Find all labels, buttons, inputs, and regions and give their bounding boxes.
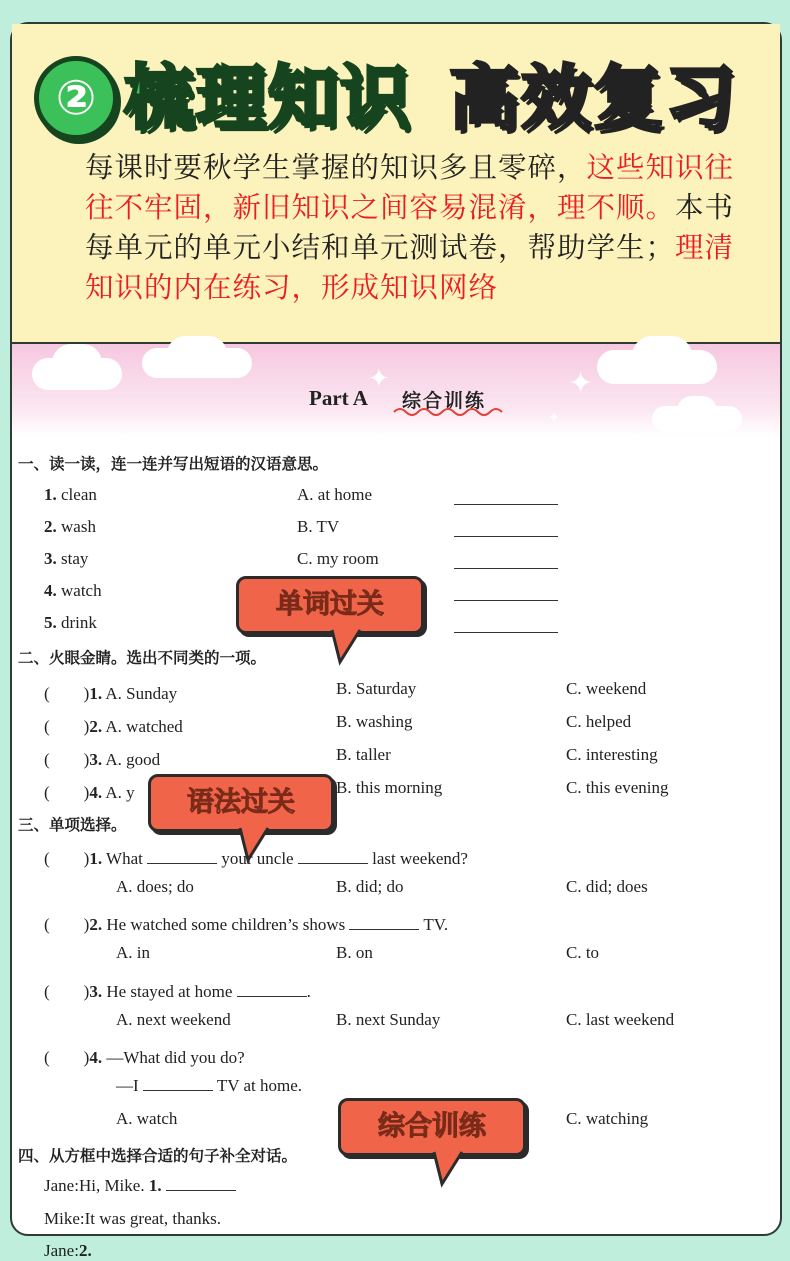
- fill-blank[interactable]: [166, 1176, 236, 1191]
- answer-line[interactable]: [454, 568, 558, 569]
- feature-header: [34, 50, 764, 146]
- option-c: C. this evening: [566, 778, 669, 797]
- grammar-bubble: 语法过关: [148, 774, 334, 832]
- right-item: A. at home: [297, 485, 373, 504]
- question-line: ( )4. —What did you do?: [44, 1048, 245, 1067]
- answer-bracket[interactable]: ( )3. A. good: [44, 750, 161, 769]
- wavy-underline: [392, 406, 512, 418]
- answer-bracket[interactable]: ( )4. A. y: [44, 783, 135, 802]
- answer-bracket[interactable]: ( ): [44, 1048, 90, 1067]
- option-c: C. interesting: [566, 745, 658, 764]
- option-c: C. to: [566, 943, 600, 962]
- option-a: A. watch: [116, 1109, 178, 1128]
- sparkle-icon: ✦: [548, 410, 560, 426]
- left-item: 3. stay: [44, 549, 89, 568]
- option-c: C. helped: [566, 712, 632, 731]
- question-line: ( )3. He stayed at home .: [44, 982, 311, 1001]
- question-line: —I TV at home.: [116, 1076, 303, 1095]
- cloud-icon: [677, 396, 717, 426]
- section-heading: 三、单项选择。: [18, 816, 127, 834]
- option-b: B. washing: [336, 712, 413, 731]
- part-title: 综合训练: [402, 390, 487, 412]
- option-a: A. next weekend: [116, 1010, 231, 1029]
- option-b: B. Saturday: [336, 679, 417, 698]
- bubble-tail: [330, 628, 370, 668]
- left-item: 2. wash: [44, 517, 96, 536]
- dialogue-line: Jane:2.: [44, 1241, 92, 1260]
- answer-bracket[interactable]: ( )1. A. Sunday: [44, 684, 178, 703]
- option-c: C. watching: [566, 1109, 649, 1128]
- option-c: C. last weekend: [566, 1010, 675, 1029]
- part-label: Part A: [309, 386, 368, 410]
- option-b: B. this morning: [336, 778, 443, 797]
- training-bubble: 综合训练: [338, 1098, 526, 1156]
- fill-blank[interactable]: [298, 849, 368, 864]
- cloud-icon: [632, 336, 692, 376]
- section-heading: 二、火眼金睛。选出不同类的一项。: [18, 649, 267, 667]
- left-item: 5. drink: [44, 613, 97, 632]
- intro-paragraph: [85, 148, 755, 308]
- intro-text-red-2: 理清知识的内在练习，形成知识网络: [85, 231, 735, 304]
- fill-blank[interactable]: [237, 982, 307, 997]
- question-line: ( )2. He watched some children’s shows TV.: [44, 915, 449, 934]
- feature-panel: [12, 24, 780, 344]
- words-bubble: 单词过关: [236, 576, 424, 634]
- answer-bracket[interactable]: ( ): [44, 982, 90, 1001]
- bubble-tail: [432, 1150, 472, 1190]
- fill-blank[interactable]: [147, 849, 217, 864]
- answer-line[interactable]: [454, 600, 558, 601]
- section-heading: 一、读一读，连一连并写出短语的汉语意思。: [18, 455, 329, 473]
- section-heading: 四、从方框中选择合适的句子补全对话。: [18, 1147, 298, 1165]
- intro-text-red-1: 这些知识往往不牢固，新旧知识之间容易混淆，理不顺。: [85, 151, 735, 224]
- dialogue-line: Mike:It was great, thanks.: [44, 1209, 222, 1228]
- answer-line[interactable]: [454, 504, 558, 505]
- fill-blank[interactable]: [143, 1076, 213, 1091]
- option-b: B. did; do: [336, 877, 404, 896]
- worksheet: [12, 344, 780, 1260]
- cloud-icon: [52, 344, 102, 382]
- number-badge: ②: [34, 56, 118, 140]
- right-item: C. my room: [297, 549, 379, 568]
- sparkle-icon: ✦: [568, 366, 594, 401]
- feature-title-green: 梳理知识: [124, 57, 412, 139]
- option-b: B. on: [336, 943, 373, 962]
- intro-text-1: 每课时要秋学生掌握的知识多且零碎，: [85, 151, 587, 184]
- left-item: 1. clean: [44, 485, 97, 504]
- answer-line[interactable]: [454, 632, 558, 633]
- fill-blank[interactable]: [349, 915, 419, 930]
- page-frame: [10, 22, 782, 1260]
- question-line: ( )1. What your uncle last weekend?: [44, 849, 468, 868]
- option-a: A. does; do: [116, 877, 194, 896]
- answer-bracket[interactable]: ( )2. A. watched: [44, 717, 183, 736]
- answer-bracket[interactable]: ( ): [44, 915, 90, 934]
- answer-bracket[interactable]: ( ): [44, 849, 90, 868]
- option-c: C. weekend: [566, 679, 647, 698]
- option-c: C. did; does: [566, 877, 648, 896]
- cloud-icon: [167, 336, 227, 372]
- intro-text-2: 本书每单元的单元小结和单元测试卷，帮助学生；: [85, 191, 735, 264]
- bubble-tail: [238, 826, 278, 866]
- feature-title-white: 高效复习: [449, 57, 737, 139]
- sparkle-icon: ✦: [368, 364, 390, 394]
- dialogue-line: Jane:Hi, Mike. 1.: [44, 1176, 236, 1196]
- option-a: A. in: [116, 943, 150, 962]
- right-item: B. TV: [297, 517, 340, 536]
- left-item: 4. watch: [44, 581, 102, 600]
- answer-line[interactable]: [454, 536, 558, 537]
- option-b: B. taller: [336, 745, 391, 764]
- option-b: B. next Sunday: [336, 1010, 441, 1029]
